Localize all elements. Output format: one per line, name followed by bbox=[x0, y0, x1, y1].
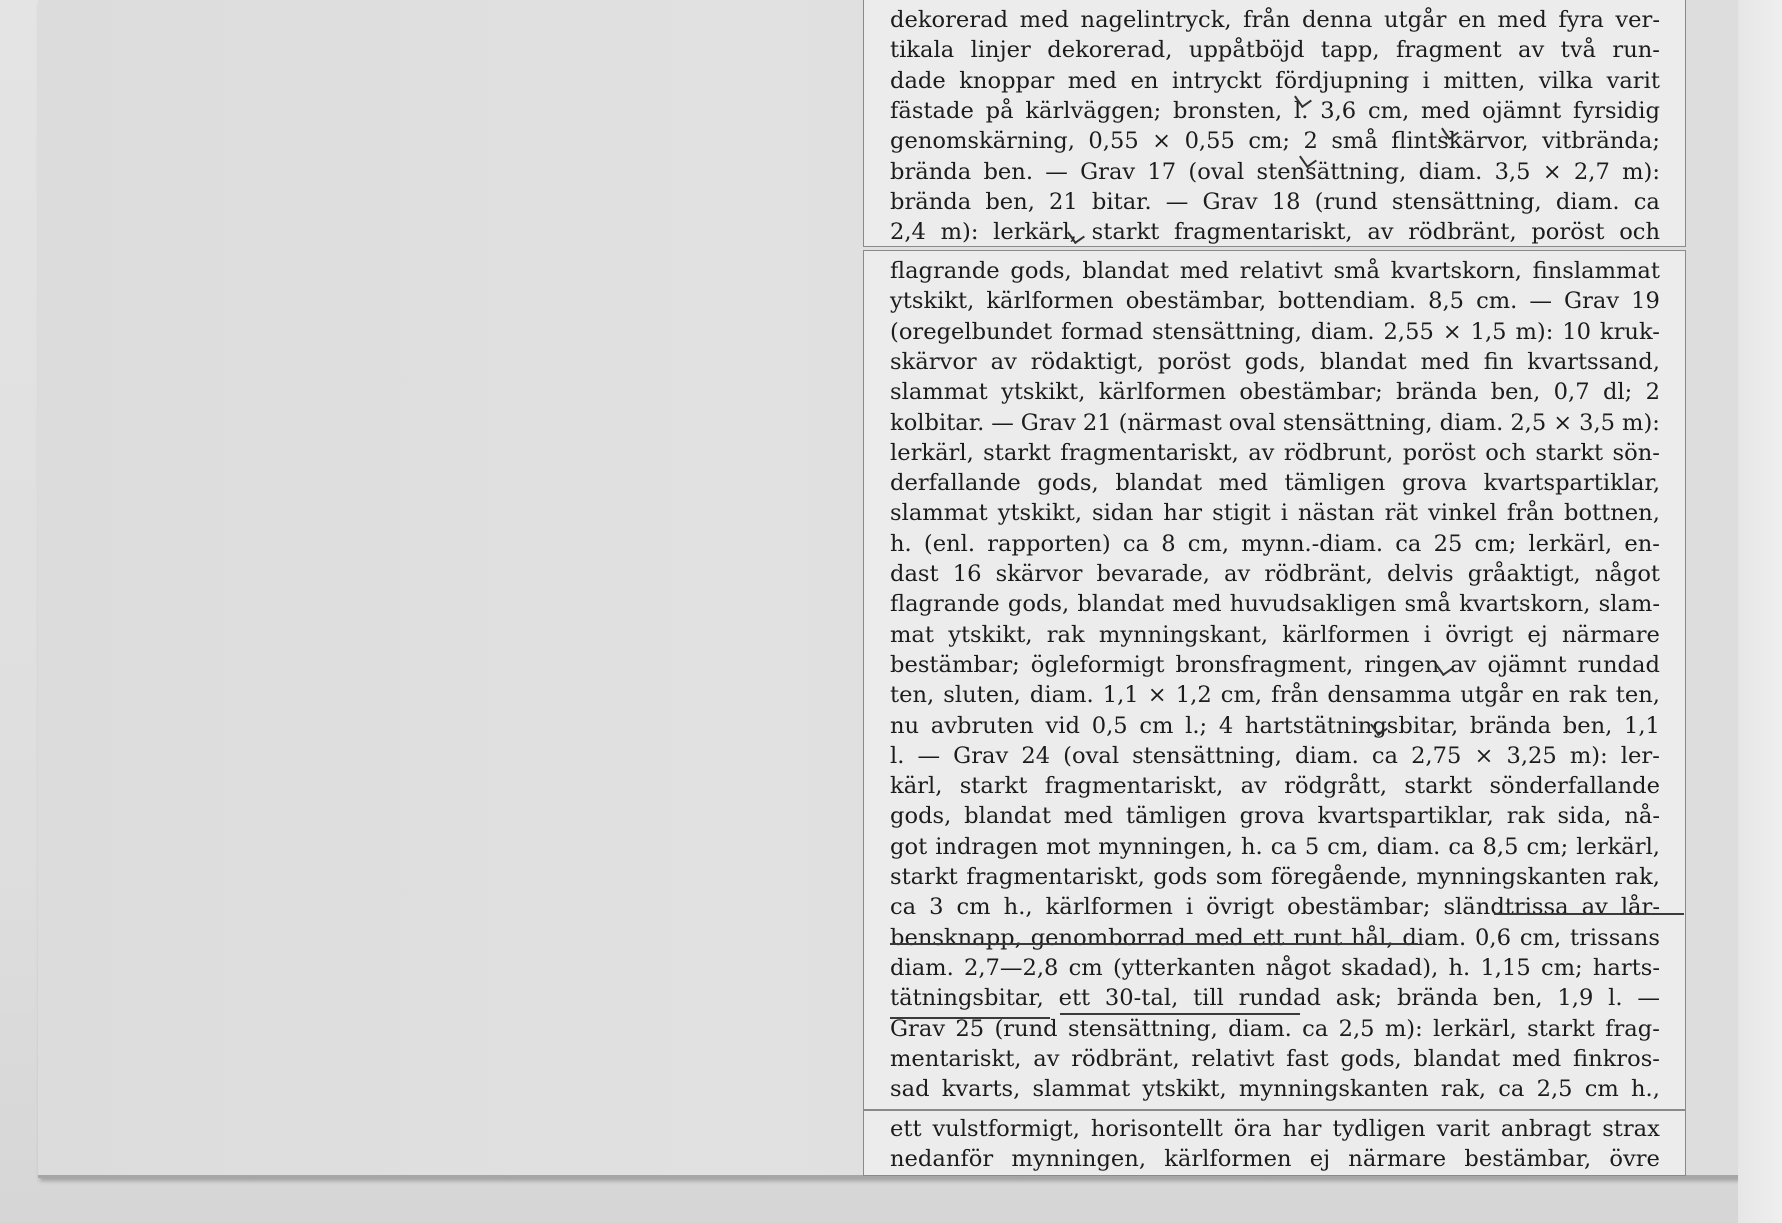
text-line: skärvor av rödaktigt, poröst gods, blandat med fin kvartssand, bbox=[890, 348, 1660, 375]
text-line: nedanför mynningen, kärlformen ej närmare bestämbar, övre bbox=[890, 1146, 1660, 1173]
text-line: kolbitar. — Grav 21 (närmast oval stensättning, diam. 2,5 × 3,5 m): bbox=[890, 409, 1660, 436]
text-line: dast 16 skärvor bevarade, av rödbränt, delvis gråaktigt, något bbox=[890, 561, 1660, 587]
text-line: brända ben. — Grav 17 (oval stensättning, diam. 3,5 × 2,7 m): bbox=[890, 158, 1660, 185]
text-line: brända ben, 21 bitar. — Grav 18 (rund stensättning, diam. ca bbox=[890, 188, 1660, 215]
text-clipping-1 bbox=[863, 0, 1686, 247]
text-line: h. (enl. rapporten) ca 8 cm, mynn.-diam. ca 25 cm; lerkärl, en- bbox=[890, 530, 1660, 557]
text-clipping-2 bbox=[863, 250, 1686, 1110]
text-line: lerkärl, starkt fragmentariskt, av rödbrunt, poröst och starkt sön- bbox=[890, 439, 1660, 466]
text-line: dekorerad med nagelintryck, från denna utgår en med fyra ver- bbox=[890, 7, 1660, 33]
text-line: bensknapp, genomborrad med ett runt hål, diam. 0,6 cm, trissans bbox=[890, 924, 1660, 951]
text-line: diam. 2,7—2,8 cm (ytterkanten något skadad), h. 1,15 cm; harts- bbox=[890, 954, 1660, 981]
handwritten-underline bbox=[890, 1017, 1050, 1019]
text-line: slammat ytskikt, kärlformen obestämbar; brända ben, 0,7 dl; 2 bbox=[890, 379, 1660, 406]
text-line: tätningsbitar, ett 30-tal, till rundad ask; brända ben, 1,9 l. — bbox=[890, 985, 1660, 1012]
handwritten-underline bbox=[1494, 913, 1684, 915]
text-line: genomskärning, 0,55 × 0,55 cm; 2 små flintskärvor, vitbrända; bbox=[890, 128, 1660, 155]
text-line: l. — Grav 24 (oval stensättning, diam. ca 2,75 × 3,25 m): ler- bbox=[890, 742, 1660, 769]
text-line: got indragen mot mynningen, h. ca 5 cm, diam. ca 8,5 cm; lerkärl, bbox=[890, 833, 1660, 860]
text-line: mat ytskikt, rak mynningskant, kärlformen i övrigt ej närmare bbox=[890, 621, 1660, 648]
text-line: ca 3 cm h., kärlformen i övrigt obestämbar; sländtrissa av lår- bbox=[890, 894, 1660, 921]
text-line: tikala linjer dekorerad, uppåtböjd tapp, fragment av två run- bbox=[890, 37, 1660, 64]
text-line: ten, sluten, diam. 1,1 × 1,2 cm, från densamma utgår en rak ten, bbox=[890, 682, 1660, 709]
text-line: flagrande gods, blandat med huvudsakligen små kvartskorn, slam- bbox=[890, 591, 1660, 618]
text-line: 2,4 m): lerkärl, starkt fragmentariskt, av rödbränt, poröst och bbox=[890, 219, 1660, 246]
text-line: ytskikt, kärlformen obestämbar, bottendiam. 8,5 cm. — Grav 19 bbox=[890, 288, 1660, 315]
text-line: sad kvarts, slammat ytskikt, mynningskanten rak, ca 2,5 cm h., bbox=[890, 1076, 1660, 1103]
text-line: Grav 25 (rund stensättning, diam. ca 2,5 m): lerkärl, starkt frag- bbox=[890, 1015, 1660, 1042]
text-clipping-3 bbox=[863, 1110, 1686, 1176]
handwritten-underline bbox=[890, 943, 1418, 945]
text-line: bestämbar; ögleformigt bronsfragment, ringen av ojämnt rundad bbox=[890, 651, 1660, 678]
text-line: starkt fragmentariskt, gods som föregående, mynningskanten rak, bbox=[890, 864, 1660, 890]
text-line: gods, blandat med tämligen grova kvartspartiklar, rak sida, nå- bbox=[890, 803, 1660, 830]
text-line: mentariskt, av rödbränt, relativt fast gods, blandat med finkros- bbox=[890, 1045, 1660, 1072]
text-line: dade knoppar med en intryckt fördjupning i mitten, vilka varit bbox=[890, 67, 1660, 94]
handwritten-underline bbox=[1060, 1013, 1300, 1015]
text-line: ett vulstformigt, horisontellt öra har tydligen varit anbragt strax bbox=[890, 1116, 1660, 1142]
text-line: slammat ytskikt, sidan har stigit i nästan rät vinkel från bottnen, bbox=[890, 500, 1660, 527]
text-line: (oregelbundet formad stensättning, diam. 2,55 × 1,5 m): 10 kruk- bbox=[890, 318, 1660, 345]
text-line: kärl, starkt fragmentariskt, av rödgrått, starkt sönderfallande bbox=[890, 773, 1660, 800]
text-line: fästade på kärlväggen; bronsten, l. 3,6 cm, med ojämnt fyrsidig bbox=[890, 97, 1660, 124]
text-line: derfallande gods, blandat med tämligen grova kvartspartiklar, bbox=[890, 470, 1660, 497]
text-line: nu avbruten vid 0,5 cm l.; 4 hartstätningsbitar, brända ben, 1,1 bbox=[890, 712, 1660, 739]
text-line: flagrande gods, blandat med relativt små kvartskorn, finslammat bbox=[890, 258, 1660, 284]
card-edge bbox=[1738, 0, 1782, 1223]
